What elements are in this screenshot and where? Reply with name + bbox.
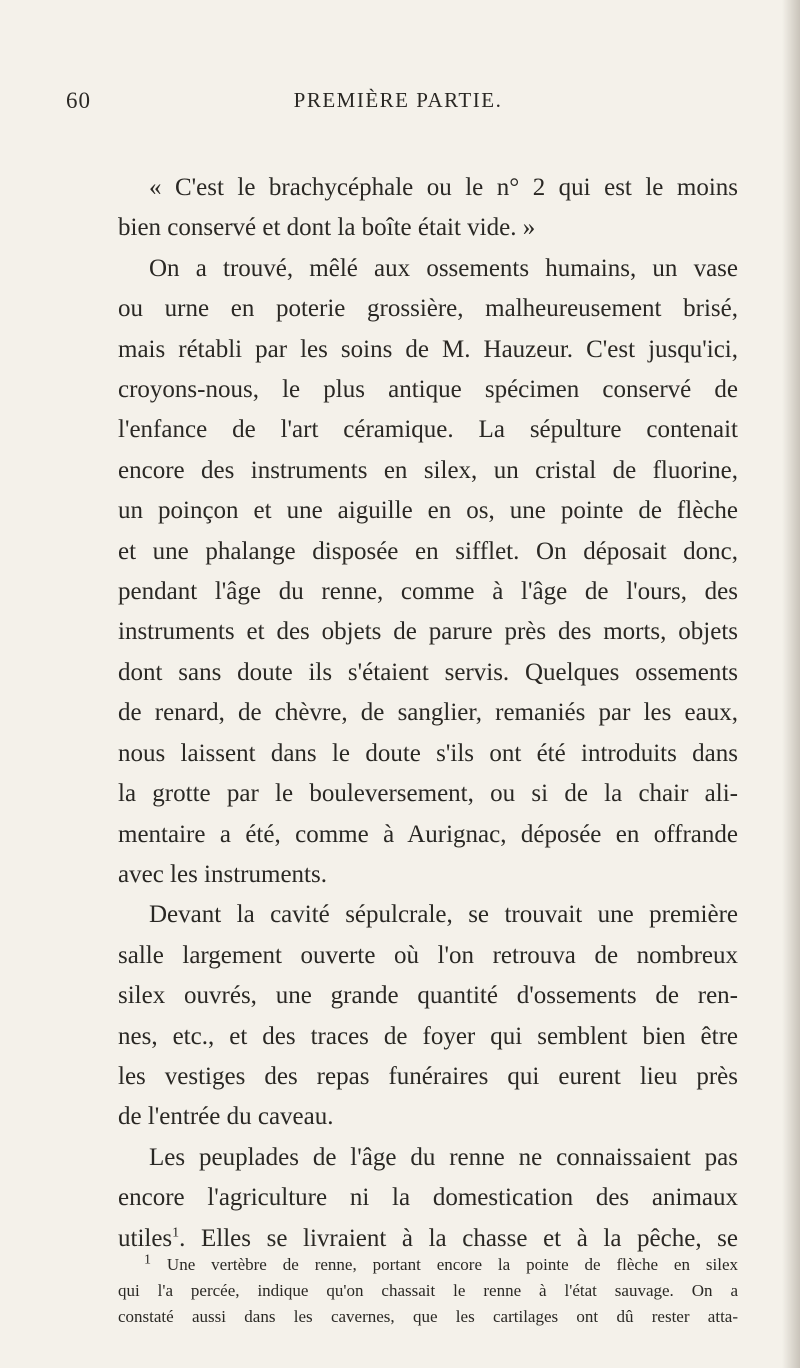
text-line: pendant l'âge du renne, comme à l'âge de l'ours, des (118, 578, 738, 606)
text-line: les vestiges des repas funéraires qui eurent lieu près (118, 1062, 738, 1090)
text-fragment: utiles (118, 1224, 173, 1252)
text-line: ou urne en poterie grossière, malheureusement brisé, (118, 295, 738, 323)
footnote (118, 1252, 738, 1330)
running-title: PREMIÈRE PARTIE. (293, 88, 503, 112)
text-fragment: . Elles se livraient à la chasse et à la pêche, se (179, 1224, 738, 1252)
text-line: bien conservé et dont la boîte était vide. » (118, 214, 536, 242)
text-line: Les peuplades de l'âge du renne ne connaissaient pas (149, 1143, 738, 1171)
footnote-line: constaté aussi dans les cavernes, que les cartilages ont dû rester atta- (118, 1307, 738, 1326)
footnote-line (118, 1252, 738, 1278)
text-line: On a trouvé, mêlé aux ossements humains, un vase (149, 254, 738, 282)
text-line: Devant la cavité sépulcrale, se trouvait une première (149, 901, 738, 929)
text-line: instruments et des objets de parure près des morts, objets (118, 618, 738, 646)
footnote-line: qui l'a percée, indique qu'on chassait le renne à l'état sauvage. On a (118, 1281, 738, 1300)
text-line: encore l'agriculture ni la domestication des animaux (118, 1184, 738, 1212)
text-line: croyons-nous, le plus antique spécimen conservé de (118, 376, 738, 404)
footnote-reference: 1 (172, 1225, 180, 1241)
text-line: encore des instruments en silex, un cristal de fluorine, (118, 456, 738, 484)
text-line: mentaire a été, comme à Aurignac, déposée en offrande (118, 820, 738, 848)
text-line: nous laissent dans le doute s'ils ont été introduits dans (118, 739, 738, 767)
footnote-marker: 1 (144, 1252, 151, 1268)
body-text (118, 168, 738, 1259)
text-line: de l'entrée du caveau. (118, 1103, 334, 1131)
text-line: et une phalange disposée en sifflet. On déposait donc, (118, 537, 738, 565)
text-line: un poinçon et une aiguille en os, une pointe de flèche (118, 497, 738, 525)
text-line: l'enfance de l'art céramique. La sépulture contenait (118, 416, 738, 444)
text-line: la grotte par le bouleversement, ou si de la chair ali- (118, 780, 738, 808)
text-line: avec les instruments. (118, 860, 327, 888)
text-line: de renard, de chèvre, de sanglier, remaniés par les eaux, (118, 699, 738, 727)
text-line: mais rétabli par les soins de M. Hauzeur. C'est jusqu'ici, (118, 335, 738, 363)
footnote-text: Une vertèbre de renne, portant encore la pointe de flèche en silex (166, 1255, 738, 1274)
page-number: 60 (66, 88, 91, 113)
text-line: dont sans doute ils s'étaient servis. Quelques ossements (118, 658, 738, 686)
page-edge-shadow (782, 0, 800, 1368)
text-line: silex ouvrés, une grande quantité d'ossements de ren- (118, 982, 738, 1010)
text-line: salle largement ouverte où l'on retrouva de nombreux (118, 941, 738, 969)
text-line: nes, etc., et des traces de foyer qui semblent bien être (118, 1022, 738, 1050)
page-header (66, 88, 730, 122)
text-line: « C'est le brachycéphale ou le n° 2 qui est le moins (149, 174, 738, 201)
